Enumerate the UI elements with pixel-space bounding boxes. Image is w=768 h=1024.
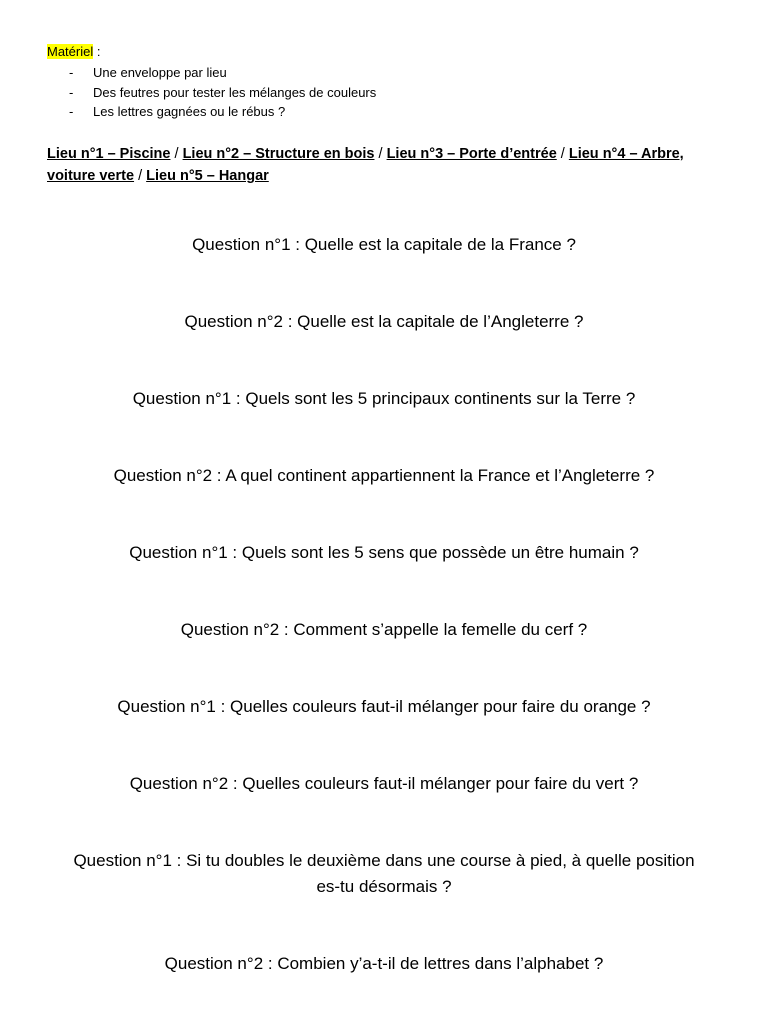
list-item [47,102,376,122]
lieu-5: Lieu n°5 – Hangar [146,168,269,184]
question-4: Question n°2 : A quel continent appartiennent la France et l’Angleterre ? [113,466,655,485]
question-3: Question n°1 : Quels sont les 5 principaux continents sur la Terre ? [132,389,636,408]
list-bullet: - [69,104,74,119]
lieu-1: Lieu n°1 – Piscine [47,146,171,162]
materiel-heading [47,43,100,61]
lieu-3: Lieu n°3 – Porte d’entrée [386,146,557,162]
materiel-list [47,63,376,122]
question-10: Question n°2 : Combien y’a-t-il de lettres dans l’alphabet ? [164,954,604,973]
question-8: Question n°2 : Quelles couleurs faut-il mélanger pour faire du vert ? [129,774,639,793]
question-5: Question n°1 : Quels sont les 5 sens que possède un être humain ? [129,543,639,562]
list-item-text: Des feutres pour tester les mélanges de couleurs [93,84,377,100]
list-item-text: Une enveloppe par lieu [93,65,227,80]
lieu-separator: / [134,168,147,184]
materiel-colon: : [93,44,101,59]
question-7: Question n°1 : Quelles couleurs faut-il mélanger pour faire du orange ? [117,697,651,716]
lieu-2: Lieu n°2 – Structure en bois [182,146,375,162]
lieu-separator: / [170,146,183,162]
list-bullet: - [69,84,74,100]
list-item-text: Les lettres gagnées ou le rébus ? [93,104,286,119]
lieu-separator: / [374,146,387,162]
question-1: Question n°1 : Quelle est la capitale de la France ? [192,235,576,254]
materiel-label: Matériel [47,44,94,59]
list-item [47,83,376,103]
question-6: Question n°2 : Comment s’appelle la femelle du cerf ? [180,620,588,639]
question-2: Question n°2 : Quelle est la capitale de l’Angleterre ? [184,312,584,331]
lieu-4: Lieu n°4 – Arbre, voiture verte [47,146,684,184]
lieux-paragraph [47,143,727,187]
question-9: Question n°1 : Si tu doubles le deuxième dans une course à pied, à quelle position es-tu désormais ? [73,851,695,896]
list-bullet: - [69,65,74,80]
lieu-separator: / [556,146,569,162]
list-item [47,63,376,83]
